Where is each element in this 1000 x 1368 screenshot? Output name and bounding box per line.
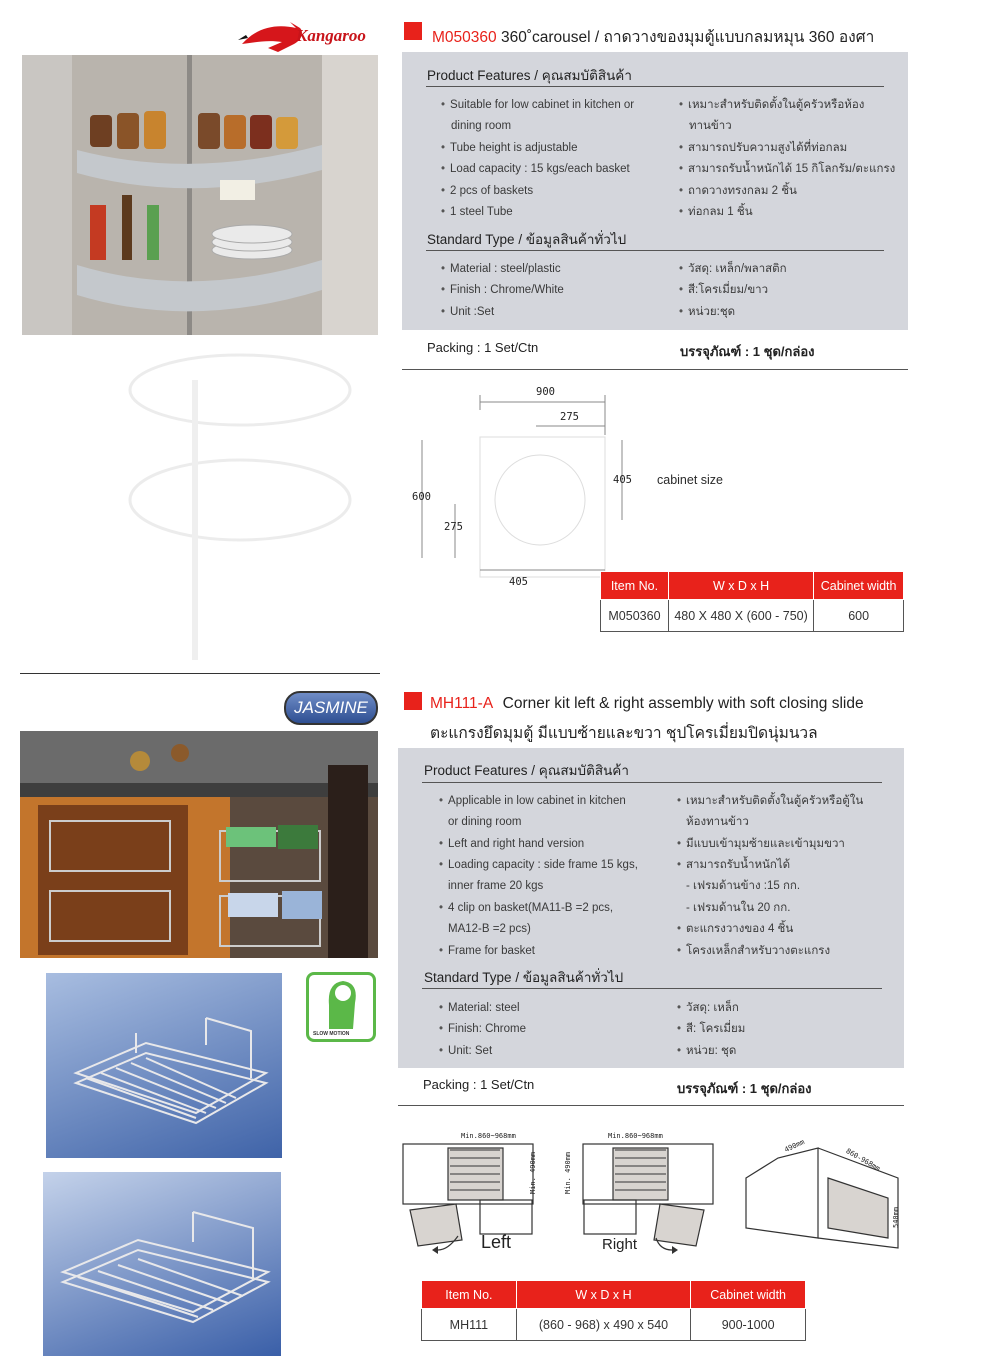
section-separator — [20, 673, 380, 674]
dim-min-width-left: Min.860~968mm — [461, 1132, 516, 1140]
product-code: MH111-A — [430, 695, 493, 712]
feature-item-th: ทานข้าว — [689, 120, 732, 132]
packing-th: บรรจุภัณฑ์ : 1 ชุด/กล่อง — [677, 1081, 812, 1096]
packing-divider — [398, 1105, 904, 1106]
feature-item-th: • มีแบบเข้ามุมซ้ายและเข้ามุมขวา — [677, 834, 845, 855]
table-header-row — [422, 1281, 806, 1309]
feature-item-th: • ตะแกรงวางของ 4 ชิ้น — [677, 919, 793, 940]
feature-item: • 4 clip on basket(MA11-B =2 pcs, — [439, 898, 613, 919]
dim-275-left: 275 — [444, 521, 463, 533]
standard-item: • Finish: Chrome — [439, 1019, 526, 1040]
basket-photo-1 — [46, 973, 282, 1158]
packing-en: Packing : 1 Set/Ctn — [427, 340, 539, 355]
packing-en: Packing : 1 Set/Ctn — [423, 1077, 535, 1092]
feature-item: • Tube height is adjustable — [441, 138, 577, 159]
standard-item: • Unit :Set — [441, 302, 494, 323]
spec-table — [600, 571, 904, 632]
feature-item-th: • เหมาะสำหรับติดตั้งในตู้ครัวหรือห้อง — [679, 95, 864, 116]
table-header: Item No. — [601, 572, 669, 600]
product-title — [430, 695, 864, 713]
feature-item: • Load capacity : 15 kgs/each basket — [441, 159, 630, 180]
basket-photo-2 — [43, 1172, 281, 1356]
soft-motion-icon — [309, 975, 373, 1031]
standard-item-th: • หน่วย: ชุด — [677, 1041, 736, 1062]
table-header: Item No. — [422, 1281, 517, 1309]
brand-logo-kangaroo — [238, 18, 383, 56]
soft-motion-badge — [306, 972, 376, 1042]
table-header-row — [601, 572, 904, 600]
standard-heading: Standard Type / ข้อมูลสินค้าทั่วไป — [424, 970, 624, 985]
product-title-text: Corner kit left & right assembly with soft closing slide — [502, 695, 864, 712]
features-heading: Product Features / คุณสมบัติสินค้า — [424, 763, 629, 778]
dim-900: 900 — [536, 386, 555, 398]
feature-item-th: • สามารถรับน้ำหนักได้ — [677, 855, 790, 876]
standard-item: • Material : steel/plastic — [441, 259, 561, 280]
standard-heading: Standard Type / ข้อมูลสินค้าทั่วไป — [427, 232, 627, 247]
cabinet-dimension-diagram — [400, 380, 730, 595]
packing-th: บรรจุภัณฑ์ : 1 ชุด/กล่อง — [680, 344, 815, 359]
dim-600: 600 — [412, 491, 431, 503]
table-header: Cabinet width — [814, 572, 904, 600]
feature-item-th: • สามารถรับน้ำหนักได้ 15 กิโลกรัม/ตะแกรง — [679, 159, 895, 180]
features-heading: Product Features / คุณสมบัติสินค้า — [427, 68, 632, 83]
dim-860-968: 860-968mm — [844, 1147, 882, 1173]
dim-540: 540mm — [892, 1206, 900, 1228]
feature-item-th: • ท่อกลม 1 ชิ้น — [679, 202, 753, 223]
standard-item-th: • หน่วย:ชุด — [679, 302, 735, 323]
dim-min-width-right: Min.860~968mm — [608, 1132, 663, 1140]
soft-motion-label: SLOW MOTION — [313, 1031, 350, 1037]
feature-item: or dining room — [448, 816, 522, 828]
standard-divider — [422, 988, 882, 989]
table-cell: 480 X 480 X (600 - 750) — [668, 600, 813, 632]
features-divider — [426, 86, 884, 87]
standard-item: • Material: steel — [439, 998, 520, 1019]
feature-item-th: • สามารถปรับความสูงได้ที่ท่อกลม — [679, 138, 847, 159]
dim-height-right: Min. 490mm — [564, 1151, 572, 1194]
table-cell: 600 — [814, 600, 904, 632]
feature-item: • Frame for basket — [439, 941, 535, 962]
brand-name: JASMINE — [294, 698, 368, 717]
feature-item: MA12-B =2 pcs) — [448, 923, 531, 935]
standard-divider — [426, 250, 884, 251]
table-cell: (860 - 968) x 490 x 540 — [516, 1309, 690, 1341]
standard-item-th: • สี: โครเมี่ยม — [677, 1019, 745, 1040]
feature-item-th: - เฟรมด้านข้าง :15 กก. — [686, 880, 801, 892]
product-title-text: 360˚carousel / ถาดวางของมุมตู้แบบกลมหมุน 360 องศา — [500, 29, 875, 46]
standard-item-th: • วัสดุ: เหล็ก/พลาสติก — [679, 259, 787, 280]
dim-275-top: 275 — [560, 411, 579, 423]
standard-item-th: • วัสดุ: เหล็ก — [677, 998, 739, 1019]
feature-item: inner frame 20 kgs — [448, 880, 544, 892]
feature-item-th: - เฟรมด้านใน 20 กก. — [686, 902, 791, 914]
table-cell: M050360 — [601, 600, 669, 632]
feature-item-th: • โครงเหล็กสำหรับวางตะแกรง — [677, 941, 830, 962]
right-label: Right — [602, 1236, 638, 1253]
cabinet-size-label: cabinet size — [657, 473, 724, 487]
table-cell: 900-1000 — [691, 1309, 806, 1341]
standard-item: • Finish : Chrome/White — [441, 280, 564, 301]
faded-background-art — [120, 340, 370, 660]
feature-item: • Left and right hand version — [439, 834, 584, 855]
corner-kit-photo — [20, 731, 378, 958]
table-header: W x D x H — [516, 1281, 690, 1309]
feature-item: • Suitable for low cabinet in kitchen or — [441, 95, 634, 116]
left-label: Left — [481, 1232, 512, 1252]
carousel-photo — [22, 55, 378, 335]
feature-item: dining room — [451, 120, 512, 132]
dim-405-right: 405 — [613, 474, 632, 486]
assembly-diagram — [398, 1128, 910, 1258]
product-title-th: ตะแกรงยึดมุมตู้ มีแบบซ้ายและขวา ชุปโครเมี่ยมปิดนุ่มนวล — [430, 725, 818, 742]
feature-item-th: • ถาดวางทรงกลม 2 ชิ้น — [679, 181, 797, 202]
dim-490: 490mm — [783, 1137, 806, 1155]
standard-item: • Unit: Set — [439, 1041, 492, 1062]
feature-item: • Loading capacity : side frame 15 kgs, — [439, 855, 638, 876]
product-title — [432, 24, 874, 49]
feature-item-th: • เหมาะสำหรับติดตั้งในตู้ครัวหรือตู้ใน — [677, 791, 863, 812]
table-row — [422, 1309, 806, 1341]
features-divider — [422, 782, 882, 783]
spec-table — [421, 1280, 806, 1341]
brand-name: Kangaroo — [296, 26, 366, 45]
table-header: W x D x H — [668, 572, 813, 600]
dim-405-bottom: 405 — [509, 576, 528, 588]
feature-item: • 2 pcs of baskets — [441, 181, 533, 202]
feature-item: • Applicable in low cabinet in kitchen — [439, 791, 626, 812]
section-marker — [404, 692, 422, 710]
dim-height-left: Min. 490mm — [529, 1151, 537, 1194]
product-code: M050360 — [432, 29, 497, 46]
section-marker — [404, 22, 422, 40]
brand-logo-jasmine — [284, 691, 378, 725]
feature-item-th: ห้องทานข้าว — [686, 816, 749, 828]
table-header: Cabinet width — [691, 1281, 806, 1309]
standard-item-th: • สี:โครเมี่ยม/ขาว — [679, 280, 768, 301]
table-row — [601, 600, 904, 632]
feature-item: • 1 steel Tube — [441, 202, 513, 223]
packing-divider — [402, 369, 908, 370]
table-cell: MH111 — [422, 1309, 517, 1341]
